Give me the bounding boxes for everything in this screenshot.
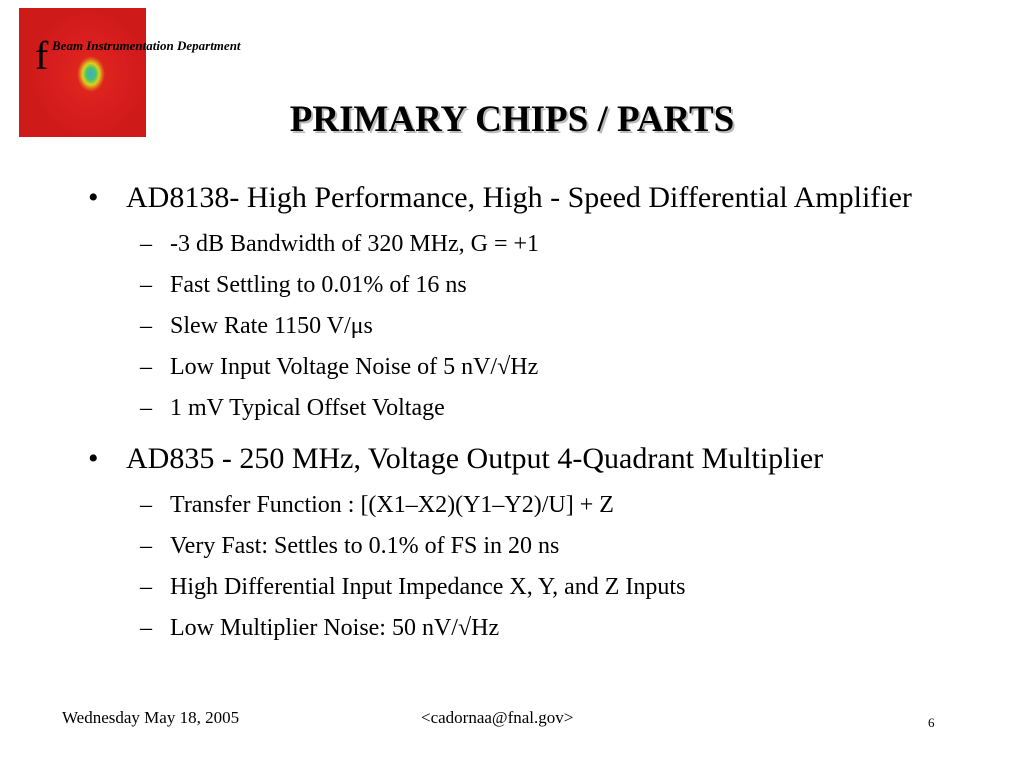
sub-item-text: -3 dB Bandwidth of 320 MHz, G = +1 [170,231,540,257]
slide-title: PRIMARY CHIPS / PARTS [289,99,735,140]
sub-item [86,224,986,265]
sub-item [86,485,986,526]
sublist-ad8138 [86,224,986,429]
dash-marker: – [140,354,152,380]
dash-marker: – [140,533,152,559]
sub-item-text: Very Fast: Settles to 0.1% of FS in 20 ns [170,533,560,559]
sub-item-text: Low Multiplier Noise: 50 nV/√Hz [170,615,500,641]
sub-item-text: High Differential Input Impedance X, Y, and Z Inputs [170,574,686,600]
sublist-ad835 [86,485,986,649]
sub-item [86,388,986,429]
bullet-text: AD835 - 250 MHz, Voltage Output 4-Quadrant Multiplier [126,442,824,475]
logo-letter: f [35,33,49,78]
sub-item-text: 1 mV Typical Offset Voltage [170,395,445,421]
footer-email: <cadornaa@fnal.gov> [421,708,574,727]
sub-item-text: Slew Rate 1150 V/μs [170,313,373,339]
bullet-ad8138 [86,178,986,218]
sub-item [86,608,986,649]
sub-item [86,306,986,347]
dash-marker: – [140,492,152,518]
bullet-ad835 [86,439,986,479]
bullet-marker: • [88,442,99,475]
dash-marker: – [140,615,152,641]
sub-item [86,526,986,567]
slide-body [86,178,986,659]
sub-item-text: Low Input Voltage Noise of 5 nV/√Hz [170,354,539,380]
department-name: Beam Instrumentation Department [52,38,241,53]
dash-marker: – [140,313,152,339]
sub-item [86,567,986,608]
sub-item [86,347,986,388]
bullet-marker: • [88,181,99,214]
page-number: 6 [928,715,935,730]
dash-marker: – [140,574,152,600]
dash-marker: – [140,272,152,298]
dash-marker: – [140,231,152,257]
bullet-text: AD8138- High Performance, High - Speed Differential Amplifier [126,181,912,214]
sub-item [86,265,986,306]
dash-marker: – [140,395,152,421]
footer-date: Wednesday May 18, 2005 [62,708,240,727]
sub-item-text: Fast Settling to 0.01% of 16 ns [170,272,467,298]
sub-item-text: Transfer Function : [(X1–X2)(Y1–Y2)/U] + Z [170,492,614,518]
